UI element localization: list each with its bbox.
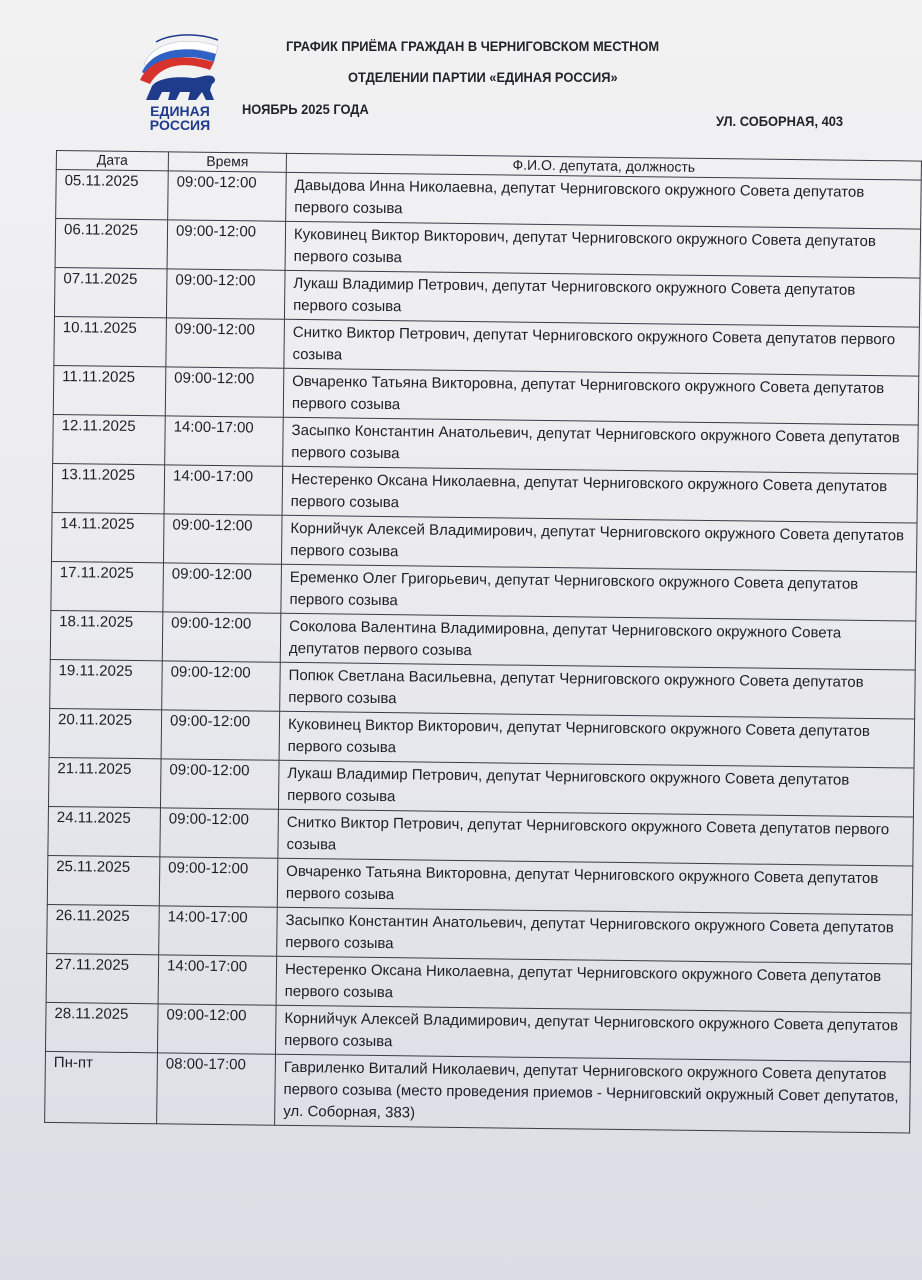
document-title-line-2: ОТДЕЛЕНИИ ПАРТИИ «ЕДИНАЯ РОССИЯ»: [348, 69, 618, 85]
cell-deputy: Еременко Олег Григорьевич, депутат Черниговского окружного Совета депутатов первого созыва: [281, 564, 917, 621]
cell-deputy: Давыдова Инна Николаевна, депутат Черниговского окружного Совета депутатов первого созыва: [286, 172, 922, 229]
cell-deputy: Гавриленко Виталий Николаевич, депутат Черниговского окружного Совета депутатов первого созыва (место проведения приемов - Черниговский окружный Совет депутатов, ул. Соборная, 383): [275, 1054, 911, 1133]
cell-date: 14.11.2025: [51, 512, 164, 562]
cell-date: 18.11.2025: [50, 610, 163, 660]
cell-deputy: Лукаш Владимир Петрович, депутат Черниговского окружного Совета депутатов первого созыва: [278, 760, 914, 817]
cell-date: 20.11.2025: [49, 708, 162, 758]
cell-time: 08:00-17:00: [157, 1053, 276, 1125]
schedule-month: НОЯБРЬ 2025 ГОДА: [242, 101, 369, 117]
column-header-deputy: Ф.И.О. депутата, должность: [286, 153, 921, 180]
logo-line-1: ЕДИНАЯ: [150, 103, 210, 119]
cell-deputy: Снитко Виктор Петрович, депутат Черниговского окружного Совета депутатов первого созыва: [278, 809, 914, 866]
cell-deputy: Овчаренко Татьяна Викторовна, депутат Черниговского окружного Совета депутатов первого созыва: [277, 858, 913, 915]
office-address: УЛ. СОБОРНАЯ, 403: [716, 113, 844, 129]
cell-deputy: Лукаш Владимир Петрович, депутат Черниговского окружного Совета депутатов первого созыва: [284, 270, 920, 327]
cell-time: 09:00-12:00: [168, 171, 287, 221]
cell-date: 26.11.2025: [47, 904, 160, 954]
cell-date: 05.11.2025: [56, 170, 169, 220]
cell-time: 09:00-12:00: [160, 808, 279, 858]
document-title-line-1: ГРАФИК ПРИЁМА ГРАЖДАН В ЧЕРНИГОВСКОМ МЕСТНОМ: [286, 38, 660, 54]
cell-date: 27.11.2025: [46, 953, 159, 1003]
cell-deputy: Куковинец Виктор Викторович, депутат Черниговского окружного Совета депутатов первого созыва: [279, 711, 915, 768]
cell-date: 25.11.2025: [47, 855, 160, 905]
cell-date: 06.11.2025: [55, 219, 168, 269]
cell-deputy: Снитко Виктор Петрович, депутат Черниговского окружного Совета депутатов первого созыва: [284, 319, 920, 376]
table-row: [45, 1051, 911, 1133]
party-logo: [136, 34, 226, 134]
cell-date: 12.11.2025: [53, 414, 166, 464]
cell-date: 28.11.2025: [45, 1002, 158, 1052]
cell-time: 14:00-17:00: [165, 416, 284, 466]
cell-time: 09:00-12:00: [160, 759, 279, 809]
cell-deputy: Куковинец Виктор Викторович, депутат Черниговского окружного Совета депутатов первого созыва: [285, 221, 921, 278]
cell-deputy: Корнийчук Алексей Владимирович, депутат Черниговского окружного Совета депутатов первого созыва: [275, 1005, 911, 1062]
cell-time: 09:00-12:00: [159, 857, 278, 907]
cell-time: 09:00-12:00: [166, 318, 285, 368]
cell-time: 14:00-17:00: [164, 465, 283, 515]
cell-date: 07.11.2025: [54, 267, 167, 317]
cell-date: Пн-пт: [45, 1051, 158, 1123]
cell-time: 09:00-12:00: [163, 514, 282, 564]
cell-date: 13.11.2025: [52, 463, 165, 513]
cell-time: 14:00-17:00: [158, 955, 277, 1005]
cell-deputy: Корнийчук Алексей Владимирович, депутат Черниговского окружного Совета депутатов первого созыва: [281, 515, 917, 572]
logo-line-2: РОССИЯ: [149, 117, 211, 133]
cell-time: 09:00-12:00: [163, 563, 282, 613]
column-header-date: Дата: [56, 151, 168, 171]
column-header-time: Время: [168, 152, 286, 172]
cell-time: 09:00-12:00: [167, 220, 286, 270]
cell-date: 17.11.2025: [51, 561, 164, 611]
cell-date: 19.11.2025: [50, 659, 163, 709]
schedule-table-container: [53, 150, 922, 1123]
cell-deputy: Нестеренко Оксана Николаевна, депутат Черниговского окружного Совета депутатов первого созыва: [282, 466, 918, 523]
cell-deputy: Засыпко Константин Анатольевич, депутат Черниговского окружного Совета депутатов первого созыва: [277, 907, 913, 964]
cell-deputy: Засыпко Константин Анатольевич, депутат Черниговского окружного Совета депутатов первого созыва: [283, 417, 919, 474]
cell-deputy: Овчаренко Татьяна Викторовна, депутат Черниговского окружного Совета депутатов первого созыва: [283, 368, 919, 425]
cell-deputy: Нестеренко Оксана Николаевна, депутат Черниговского окружного Совета депутатов первого созыва: [276, 956, 912, 1013]
bear-flag-icon: [136, 34, 226, 104]
cell-time: 14:00-17:00: [159, 906, 278, 956]
cell-time: 09:00-12:00: [165, 367, 284, 417]
cell-date: 21.11.2025: [48, 757, 161, 807]
cell-deputy: Попюк Светлана Васильевна, депутат Черниговского окружного Совета депутатов первого созыва: [280, 662, 916, 719]
logo-wordmark: [140, 104, 220, 132]
cell-date: 24.11.2025: [48, 806, 161, 856]
cell-time: 09:00-12:00: [162, 612, 281, 662]
cell-time: 09:00-12:00: [161, 710, 280, 760]
cell-time: 09:00-12:00: [166, 269, 285, 319]
reception-schedule-table: [44, 150, 922, 1134]
cell-time: 09:00-12:00: [162, 661, 281, 711]
cell-time: 09:00-12:00: [157, 1004, 276, 1054]
cell-date: 11.11.2025: [53, 365, 166, 415]
cell-date: 10.11.2025: [54, 316, 167, 366]
cell-deputy: Соколова Валентина Владимировна, депутат Черниговского окружного Совета депутатов первого созыва: [280, 613, 916, 670]
